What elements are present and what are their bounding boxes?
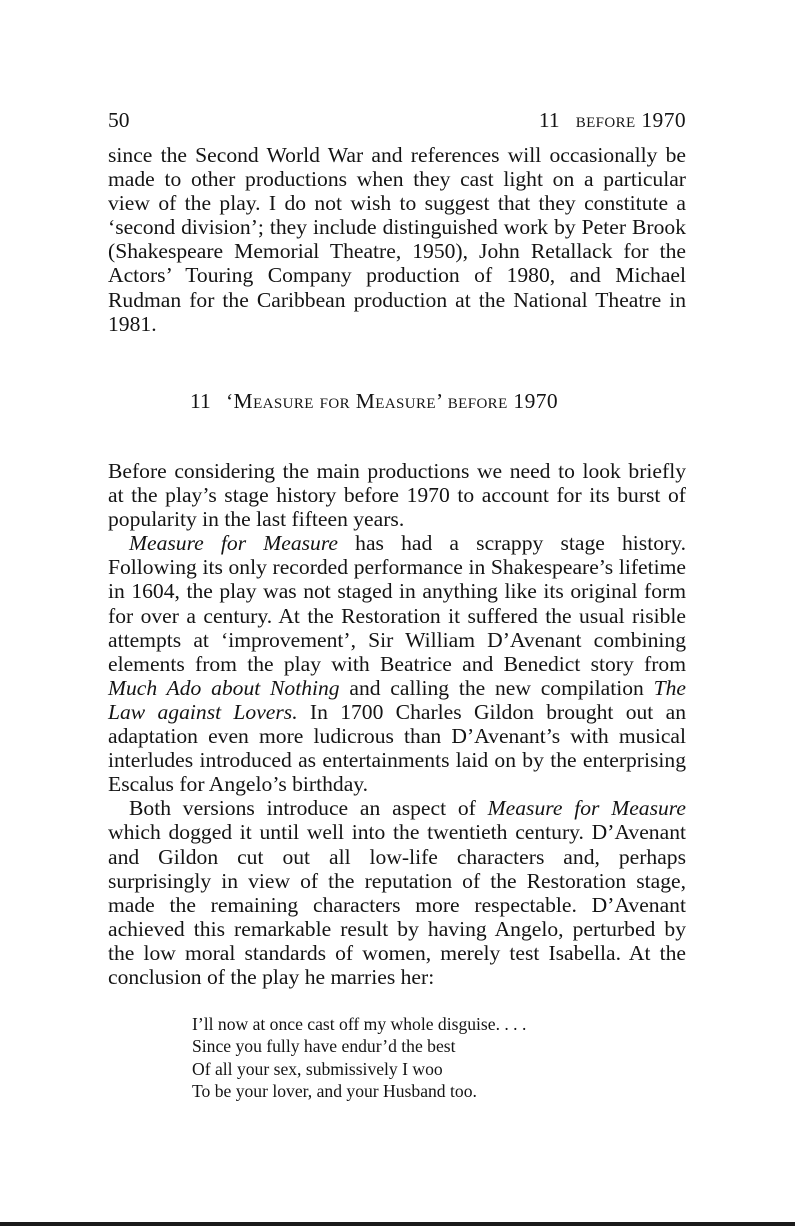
main-text [108, 459, 686, 989]
section-heading [190, 386, 660, 416]
verse-quotation [192, 1013, 652, 1102]
section-title: ‘Measure for Measure’ before 1970 [226, 389, 559, 413]
play-title-italic: Much Ado about Nothing [108, 675, 340, 700]
paragraph-1: Before considering the main productions we need to look briefly at the play’s stage history before 1970 to account for its burst of popularity in the last fifteen years. [108, 459, 686, 532]
paragraph-2: Measure for Measure has had a scrappy stage history. Following its only recorded performance in Shakespeare’s lifetime in 1604, the play was not staged in anything like its original form for over a century. At the Restoration it suffered the usual risible attempts at ‘improvement’, Sir William D’Avenant combining elements from the play with Beatrice and Benedict story from Much Ado about Nothing and calling the new compilation The Law against Lovers. In 1700 Charles Gildon brought out an adaptation even more ludicrous than D’Avenant’s with musical interludes introduced as entertainments laid on by the enterprising Escalus for Angelo’s birthday. [108, 531, 687, 797]
intro-paragraph [108, 143, 686, 336]
play-title-italic: Measure for Measure [129, 531, 339, 556]
section-number: 11 [190, 389, 211, 413]
verse-line: Of all your sex, submissively I woo [192, 1058, 443, 1079]
running-head [108, 105, 686, 135]
paragraph-3: Both versions introduce an aspect of Measure for Measure which dogged it until well into the twentieth century. D’Avenant and Gildon cut out all low-life characters and, perhaps surprisingly in view of the reputation of the Restoration stage, made the remaining characters more respectable. D’Avenant achieved this remarkable result by having Angelo, perturbed by the low moral standards of women, merely test Isabella. At the conclusion of the play he marries her: [108, 796, 686, 989]
running-title [539, 105, 686, 135]
play-title-italic: Measure for Measure [487, 796, 686, 821]
running-title-text: before 1970 [575, 108, 686, 132]
intro-paragraph-text: since the Second World War and references will occasionally be made to other productions when they cast light on a particular view of the play. I do not wish to suggest that they constitute a ‘second division’; they include distinguished work by Peter Brook (Shakespeare Memorial Theatre, 1950), John Retallack for the Actors’ Touring Company production of 1980, and Michael Rudman for the Caribbean production at the National Theatre in 1981. [108, 143, 686, 336]
verse-line: To be your lover, and your Husband too. [192, 1080, 477, 1101]
page-number: 50 [108, 108, 130, 132]
play-title-italic: The Law against Lovers. [108, 675, 686, 724]
page-bottom-edge [0, 1222, 795, 1226]
running-title-number: 11 [538, 108, 560, 132]
verse-line: Since you fully have endur’d the best [192, 1036, 456, 1057]
verse-line: I’ll now at once cast off my whole disguise. . . . [192, 1014, 527, 1034]
